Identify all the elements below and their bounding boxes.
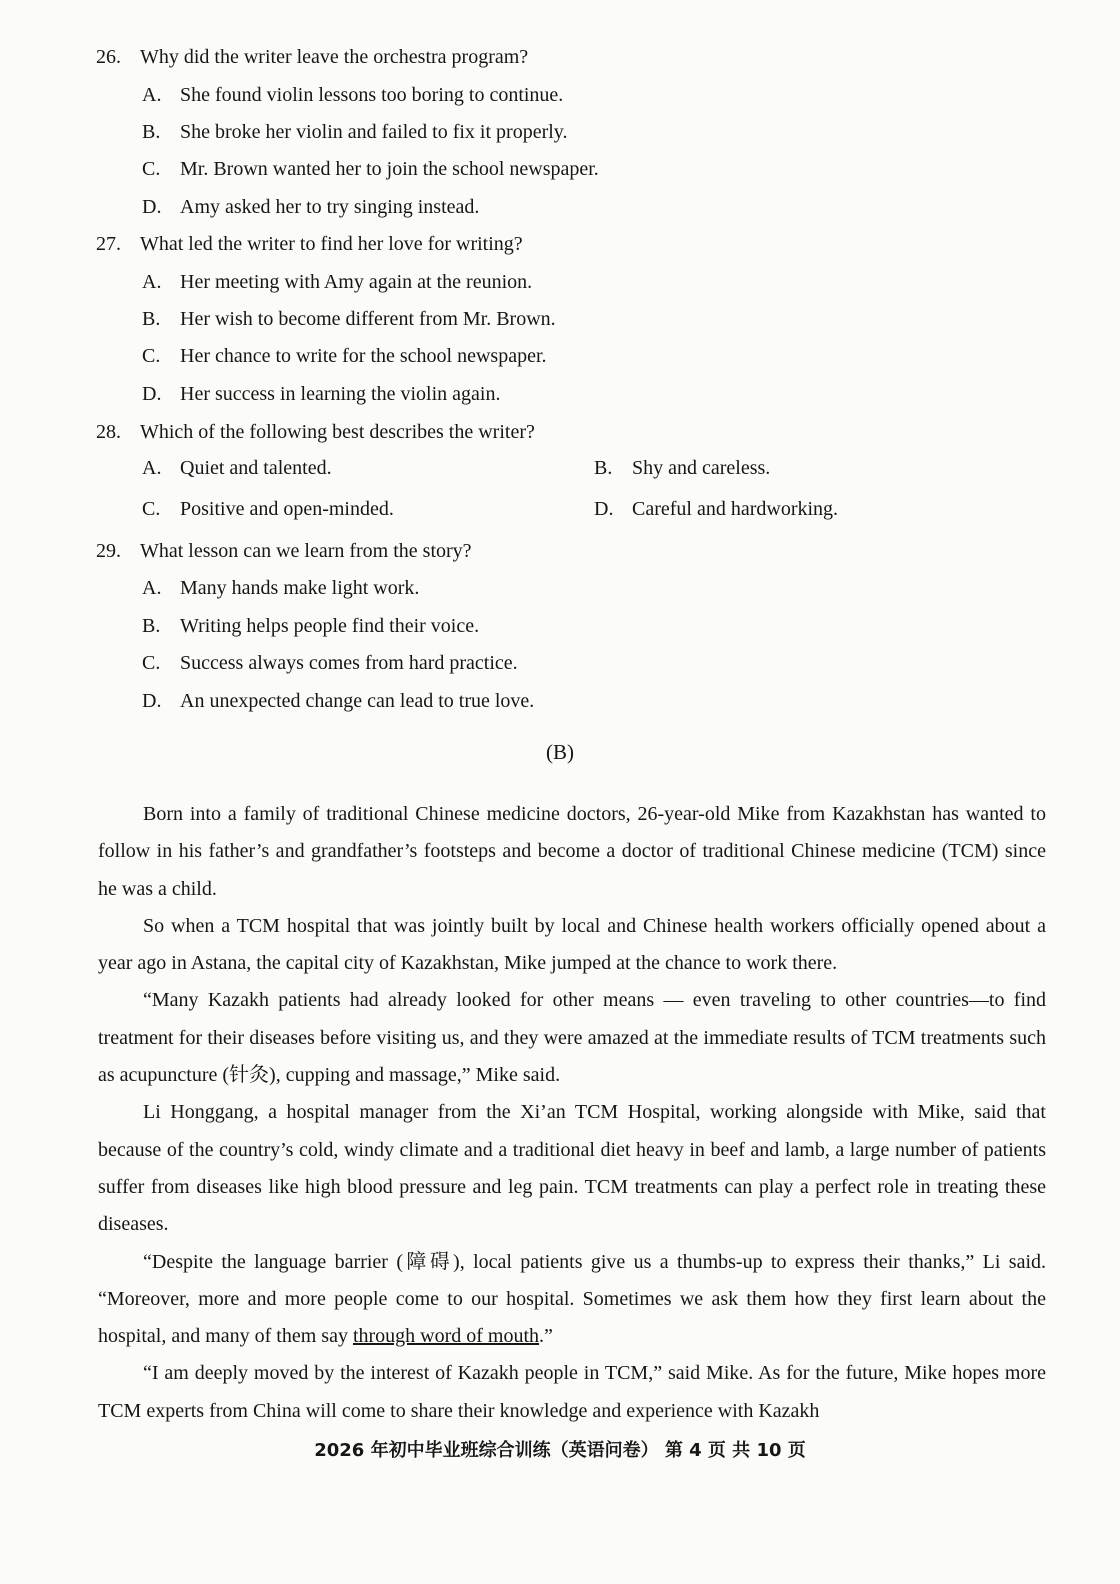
question-stem: What led the writer to find her love for writing? xyxy=(140,233,523,255)
option-letter: A. xyxy=(142,457,162,479)
option-29-a xyxy=(142,577,419,600)
passage-paragraph: “I am deeply moved by the interest of Kazakh people in TCM,” said Mike. As for the future, Mike hopes more TCM experts from China will come to share their knowledge and experience with Kazakh xyxy=(98,1362,1046,1422)
option-text: Her meeting with Amy again at the reunion. xyxy=(180,271,533,293)
option-text: Shy and careless. xyxy=(632,457,771,479)
option-text: Amy asked her to try singing instead. xyxy=(180,196,480,218)
option-letter: D. xyxy=(142,690,162,712)
question-stem: Why did the writer leave the orchestra program? xyxy=(140,46,529,68)
passage-text: .” xyxy=(539,1325,553,1348)
option-text: Her success in learning the violin again. xyxy=(180,383,501,405)
underlined-phrase: through word of mouth xyxy=(352,1325,540,1348)
page-footer: 2026 年初中毕业班综合训练（英语问卷） 第 4 页 共 10 页 xyxy=(314,1440,806,1461)
question-28 xyxy=(96,421,535,444)
option-letter: D. xyxy=(142,196,162,218)
option-27-c xyxy=(142,345,547,368)
passage-paragraph: Li Honggang, a hospital manager from the Xi’an TCM Hospital, working alongside with Mike, said that because of the country’s cold, windy climate and a traditional diet heavy in beef and lamb, a large number of patients suffer from diseases like high blood pressure and leg pain. TCM treatments can play a perfect role in treating these diseases. xyxy=(98,1101,1046,1236)
option-text: Writing helps people find their voice. xyxy=(180,615,480,637)
option-27-d xyxy=(142,383,500,406)
passage-paragraph xyxy=(98,1244,1046,1356)
question-number: 28. xyxy=(96,421,121,443)
option-letter: B. xyxy=(142,308,161,330)
option-26-c xyxy=(142,158,599,181)
option-text: Quiet and talented. xyxy=(180,457,332,479)
option-text: Careful and hardworking. xyxy=(632,498,839,520)
passage-paragraph: “Many Kazakh patients had already looked for other means — even traveling to other countries—to find treatment for their diseases before visiting us, and they were amazed at the immediate results of TCM treatments such as acupuncture (针灸), cupping and massage,” Mike said. xyxy=(98,989,1046,1087)
question-stem: Which of the following best describes the writer? xyxy=(140,421,535,443)
option-text: Her wish to become different from Mr. Brown. xyxy=(180,308,556,330)
section-label: (B) xyxy=(546,740,574,764)
option-27-b xyxy=(142,308,556,331)
option-28-d xyxy=(594,498,838,521)
option-26-b xyxy=(142,121,568,144)
option-29-c xyxy=(142,652,518,675)
passage-text: “Despite the language barrier (障碍), local patients give us a thumbs-up to express their thanks,” Li said. “Moreover, more and more people come to our hospital. Sometimes we ask them how they first learn about the hospital, and many of them say xyxy=(98,1250,1046,1348)
option-28-b xyxy=(594,457,770,480)
question-number: 29. xyxy=(96,540,121,562)
question-number: 26. xyxy=(96,46,121,68)
option-letter: C. xyxy=(142,652,161,674)
reading-passage xyxy=(98,796,1046,1430)
option-letter: D. xyxy=(594,498,614,520)
option-text: Success always comes from hard practice. xyxy=(180,652,518,674)
option-text: She found violin lessons too boring to continue. xyxy=(180,84,564,106)
option-letter: A. xyxy=(142,271,162,293)
option-text: Mr. Brown wanted her to join the school newspaper. xyxy=(180,158,599,180)
option-28-c xyxy=(142,498,394,521)
option-29-d xyxy=(142,690,534,713)
option-letter: C. xyxy=(142,498,161,520)
question-number: 27. xyxy=(96,233,121,255)
option-text: She broke her violin and failed to fix it properly. xyxy=(180,121,568,143)
question-29 xyxy=(96,540,472,563)
option-text: Positive and open-minded. xyxy=(180,498,394,520)
passage-paragraph: Born into a family of traditional Chinese medicine doctors, 26-year-old Mike from Kazakhstan has wanted to follow in his father’s and grandfather’s footsteps and become a doctor of traditional Chinese medicine (TCM) since he was a child. xyxy=(98,803,1046,900)
option-26-a xyxy=(142,84,563,107)
option-26-d xyxy=(142,196,479,219)
question-27 xyxy=(96,233,523,256)
option-text: An unexpected change can lead to true love. xyxy=(180,690,535,712)
question-26 xyxy=(96,46,528,69)
option-letter: A. xyxy=(142,84,162,106)
option-text: Her chance to write for the school newspaper. xyxy=(180,345,547,367)
option-letter: C. xyxy=(142,158,161,180)
option-letter: B. xyxy=(594,457,613,479)
option-28-a xyxy=(142,457,332,480)
option-letter: C. xyxy=(142,345,161,367)
option-27-a xyxy=(142,271,532,294)
option-29-b xyxy=(142,615,479,638)
option-letter: B. xyxy=(142,615,161,637)
option-letter: D. xyxy=(142,383,162,405)
passage-paragraph: So when a TCM hospital that was jointly built by local and Chinese health workers officially opened about a year ago in Astana, the capital city of Kazakhstan, Mike jumped at the chance to work there. xyxy=(98,914,1046,975)
option-letter: B. xyxy=(142,121,161,143)
option-text: Many hands make light work. xyxy=(180,577,420,599)
question-stem: What lesson can we learn from the story? xyxy=(140,540,472,562)
option-letter: A. xyxy=(142,577,162,599)
